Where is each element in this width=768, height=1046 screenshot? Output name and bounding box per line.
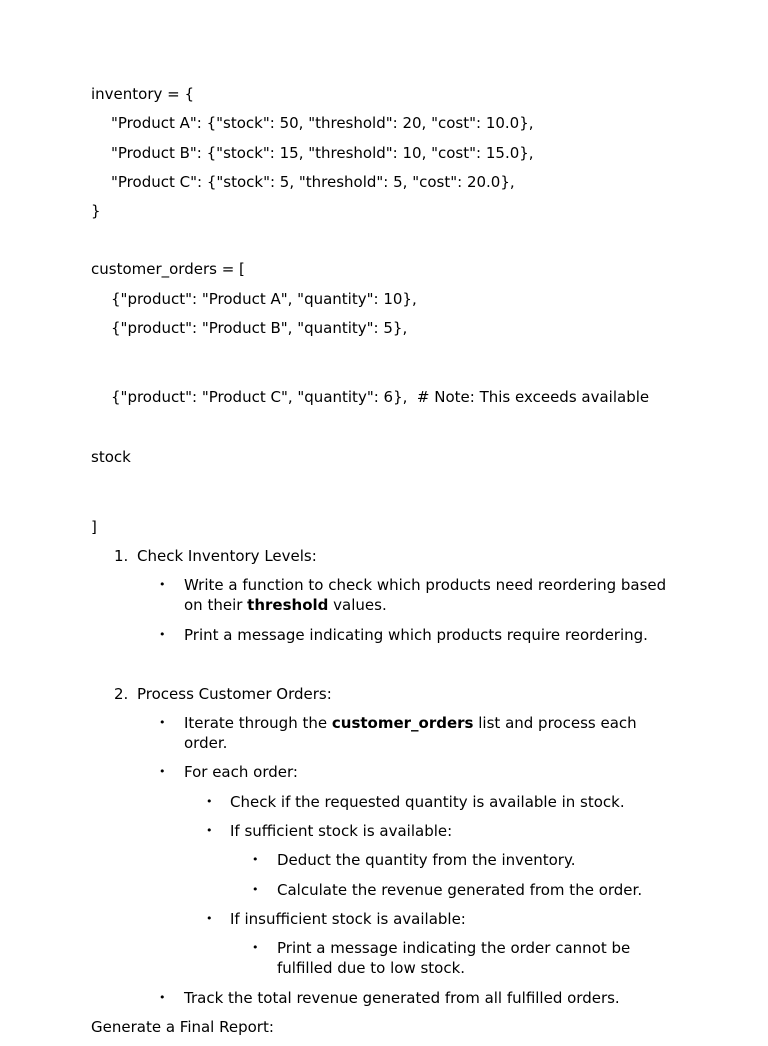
orders-close-line: ] xyxy=(91,517,97,536)
task-2-sub-sub-bullet-3a: • Print a message indicating the order cannot be fulfilled due to low stock. xyxy=(91,938,681,978)
inventory-close-line: } xyxy=(91,202,101,221)
orders-line-product-c-text: {"product": "Product C", "quantity": 6}, # Note: This exceeds available xyxy=(111,388,650,407)
inventory-open-line: inventory = { xyxy=(91,85,195,103)
task-2-number: 2. xyxy=(114,684,129,703)
task-2-title: Process Customer Orders: xyxy=(137,684,332,703)
task-2-sub-bullet-2: • If sufficient stock is available: xyxy=(91,821,681,841)
document-body xyxy=(91,84,681,1046)
task-2-bullet-1-pre: Iterate through the xyxy=(184,714,332,733)
task-2-sub-sub-bullet-2a: • Deduct the quantity from the inventory. xyxy=(91,850,681,870)
task-2-bullet-1-post: list and process each order. xyxy=(184,714,637,753)
orders-line-product-a: {"product": "Product A", "quantity": 10}, xyxy=(111,289,417,308)
task-2-heading xyxy=(91,684,681,704)
task-1-heading xyxy=(91,546,681,566)
orders-line-product-c xyxy=(91,347,681,507)
inventory-line-product-b: "Product B": {"stock": 15, "threshold": 10, "cost": 15.0}, xyxy=(111,143,534,162)
blank-line-2 xyxy=(91,654,681,684)
task-2-sub-bullet-1: • Check if the requested quantity is available in stock. xyxy=(91,792,681,812)
task-2-bullet-3: • Track the total revenue generated from all fulfilled orders. xyxy=(91,988,681,1008)
task-2-sub-sub-bullet-2b: • Calculate the revenue generated from the order. xyxy=(91,880,681,900)
task-1-number: 1. xyxy=(114,546,129,565)
task-2-bullet-1-bold: customer_orders xyxy=(331,714,474,733)
task-2-bullet-1 xyxy=(91,713,681,753)
orders-open-line: customer_orders = [ xyxy=(91,260,245,279)
task-1-title: Check Inventory Levels: xyxy=(137,546,317,565)
task-1-bullet-1-post: values. xyxy=(328,596,387,615)
final-report-heading: Generate a Final Report: xyxy=(91,1017,274,1036)
blank-line xyxy=(91,230,681,259)
task-2-sub-bullet-3: • If insufficient stock is available: xyxy=(91,909,681,929)
orders-line-product-b: {"product": "Product B", "quantity": 5}, xyxy=(111,319,408,338)
inventory-line-product-c: "Product C": {"stock": 5, "threshold": 5, "cost": 20.0}, xyxy=(111,172,515,191)
task-1-bullet-1-bold: threshold xyxy=(247,596,329,615)
orders-line-product-c-wrap: stock xyxy=(91,448,131,467)
task-2-bullet-2: • For each order: xyxy=(91,762,681,782)
inventory-line-product-a: "Product A": {"stock": 50, "threshold": 20, "cost": 10.0}, xyxy=(111,114,534,133)
task-1-bullet-1-pre: Write a function to check which products need reordering based on their xyxy=(184,576,667,615)
task-1-bullet-1 xyxy=(91,575,681,615)
task-1-bullet-2: • Print a message indicating which products require reordering. xyxy=(91,625,681,645)
